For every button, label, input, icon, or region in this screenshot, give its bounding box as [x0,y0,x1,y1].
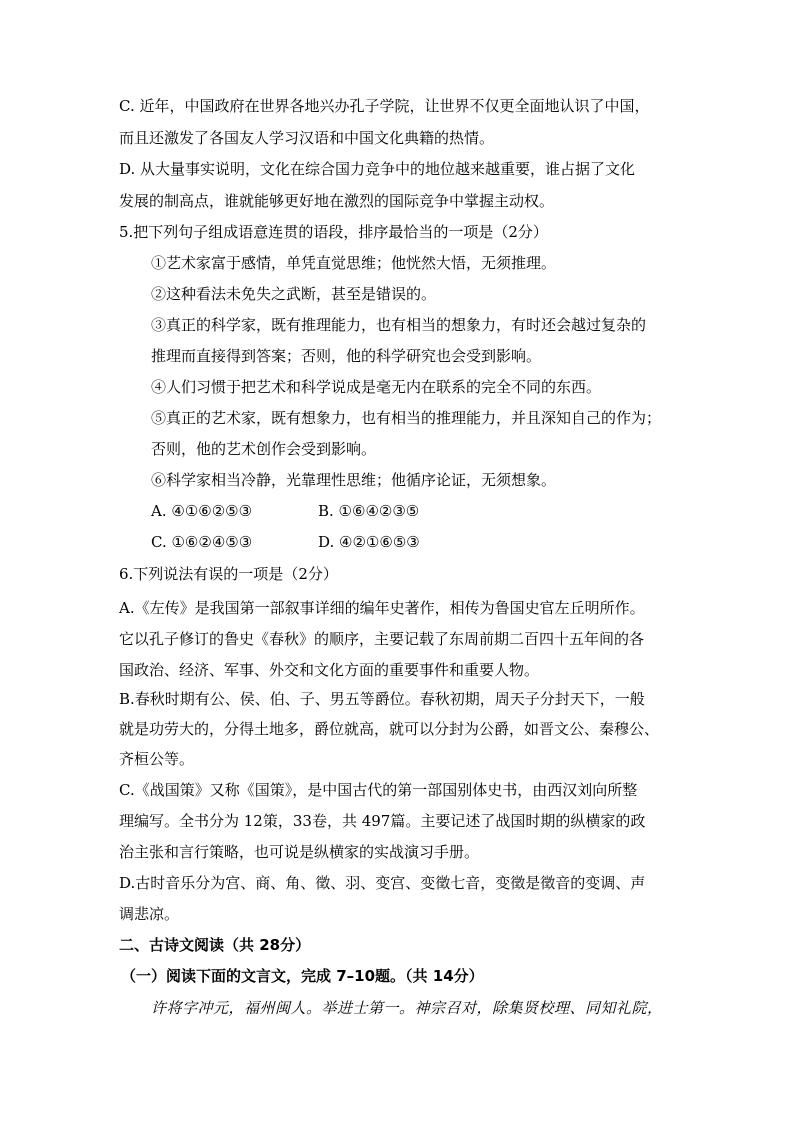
q4-option-c-line2: 而且还激发了各国友人学习汉语和中国文化典籍的热情。 [119,129,495,147]
q5-sentence-3-line1: ③真正的科学家，既有推理能力，也有相当的想象力，有时还会越过复杂的 [151,316,647,334]
q6-option-b-line3: 齐桓公等。 [119,750,195,768]
section-2-subheading: （一）阅读下面的文言文，完成 7–10题。（共 14分） [121,967,484,985]
q5-option-c: C. ①⑥②④⑤③ [151,533,253,551]
q4-option-d-line1: D. 从大量事实说明，文化在综合国力竞争中的地位越来越重要，谁占据了文化 [119,160,636,178]
q5-option-d: D. ④②①⑥⑤③ [318,533,420,551]
q5-sentence-5-line2: 否则，他的艺术创作会受到影响。 [151,440,377,458]
q6-option-c-line1: C.《战国策》又称《国策》，是中国古代的第一部国别体史书，由西汉刘向所整 [119,781,638,799]
q6-option-d-line2: 调悲凉。 [119,905,180,923]
classical-passage-line1: 许将字冲元，福州闽人。举进士第一。神宗召对，除集贤校理、同知礼院， [151,999,663,1017]
q6-option-c-line3: 治主张和言行策略，也可说是纵横家的实战演习手册。 [119,843,480,861]
q6-option-a-line1: A.《左传》是我国第一部叙事详细的编年史著作，相传为鲁国史官左丘明所作。 [119,599,645,617]
q6-option-b-line2: 就是功劳大的，分得土地多，爵位就高，就可以分封为公爵，如晋文公、秦穆公、 [119,720,660,738]
q4-option-d-line2: 发展的制高点，谁就能够更好地在激烈的国际竞争中掌握主动权。 [119,192,555,210]
q5-sentence-5-line1: ⑤真正的艺术家，既有想象力，也有相当的推理能力，并且深知自己的作为； [151,409,662,427]
section-2-heading: 二、古诗文阅读（共 28分） [119,936,311,954]
q5-option-a: A. ④①⑥②⑤③ [151,502,253,520]
q5-sentence-1: ①艺术家富于感情，单凭直觉思维；他恍然大悟，无须推理。 [151,254,557,272]
q5-option-b: B. ①⑥④②③⑤ [318,502,420,520]
q4-option-c-line1: C. 近年，中国政府在世界各地兴办孔子学院，让世界不仅更全面地认识了中国， [119,97,650,115]
q6-option-d-line1: D.古时音乐分为宫、商、角、徵、羽、变宫、变徵七音，变徵是徵音的变调、声 [119,874,646,892]
q6-stem: 6.下列说法有误的一项是（2分） [119,565,338,583]
q5-sentence-3-line2: 推理而直接得到答案；否则，他的科学研究也会受到影响。 [151,347,542,365]
q5-sentence-4: ④人们习惯于把艺术和科学说成是毫无内在联系的完全不同的东西。 [151,378,602,396]
q6-option-a-line3: 国政治、经济、军事、外交和文化方面的重要事件和重要人物。 [119,661,540,679]
q5-sentence-6: ⑥科学家相当冷静，光靠理性思维；他循序论证，无须想象。 [151,471,557,489]
q6-option-a-line2: 它以孔子修订的鲁史《春秋》的顺序，主要记载了东周前期二百四十五年间的各 [119,630,645,648]
q6-option-c-line2: 理编写。全书分为 12策，33卷，共 497篇。主要记述了战国时期的纵横家的政 [119,812,646,830]
q5-sentence-2: ②这种看法未免失之武断，甚至是错误的。 [151,285,437,303]
q5-stem: 5.把下列句子组成语意连贯的语段，排序最恰当的一项是（2分） [119,223,548,241]
q6-option-b-line1: B.春秋时期有公、侯、伯、子、男五等爵位。春秋初期，周天子分封天下，一般 [119,690,645,708]
